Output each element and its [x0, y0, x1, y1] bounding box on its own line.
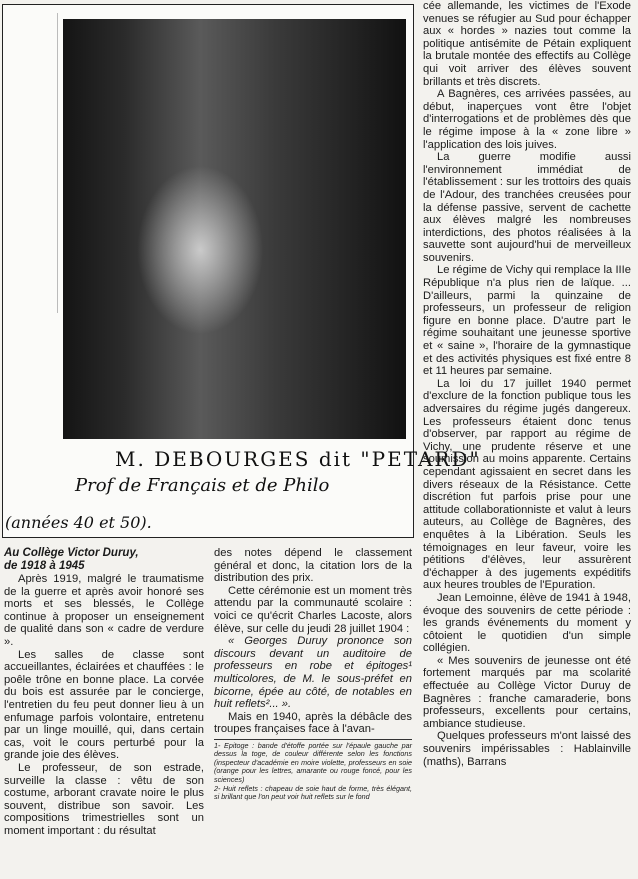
photo-caption-name: M. DEBOURGES dit "PETARD": [115, 447, 481, 471]
article-heading-line1: Au Collège Victor Duruy,: [4, 547, 139, 559]
photo-frame: [2, 4, 481, 538]
photo-caption-years: (années 40 et 50).: [5, 513, 152, 532]
article-paragraph: A Bagnères, ces arrivées passées, au début, inaperçues vont être l'objet d'interrogations et de problèmes dès que le régime impose à la « zone libre » l'application des lois juives.: [423, 88, 631, 151]
footnotes: [214, 739, 412, 802]
footnote: 1- Epitoge : bande d'étoffe portée sur l'épaule gauche par dessus la toge, de couleur différente selon les fonctions (inspecteur d'académie en moire violette, professeurs en soie (orange pour les lettres, amarante ou rouge foncé, pour les sciences): [214, 740, 412, 784]
article-paragraph: Le professeur, de son estrade, surveille la classe : vêtu de son costume, arborant cravate noire le plus souvent, distribue son savoir. Les compositions trimestrielles sont un moment important : du résultat: [4, 761, 204, 837]
photo-margin: [7, 13, 58, 313]
article-paragraph: La guerre modifie aussi l'environnement immédiat de l'établissement : sur les trottoirs des quais de l'Adour, des tranchées creusées pour la défense passive, servent de cachette aux élèves malgré les nombreuses interdictions, des photos réalisées à la sauvette sont aujourd'hui de merveilleux souvenirs.: [423, 151, 631, 264]
article-paragraph: « Mes souvenirs de jeunesse ont été fortement marqués par ma scolarité effectuée au Collège Victor Duruy de Bagnères : franche camaraderie, bons professeurs, excellents pour certains, ambiance studieuse.: [423, 654, 631, 730]
article-paragraph: Le régime de Vichy qui remplace la IIIe République n'a plus rien de laïque. ... D'ailleurs, parmi la quinzaine de professeurs, un professeur de religion figure en bonne place. D'autre part le régime souhaitant une jeunesse sportive et « saine », l'horaire de la gymnastique et des activités physiques est fixé entre 8 et 11 heures par semaine.: [423, 264, 631, 378]
article-paragraph: Les salles de classe sont accueillantes, éclairées et chauffées : le poêle trône en bonne place. La corvée du bois est assurée par le concierge, l'entretien du feu peut donner lieu à un enfumage parfois volontaire, entretenu par un linge mouillé, qui, dans certain cas, voit le cours perturbé pour la grande joie des élèves.: [4, 648, 204, 762]
article-column-right: [423, 0, 631, 768]
article-paragraph: Mais en 1940, après la débâcle des troupes françaises face à l'avan-: [214, 710, 412, 736]
article-paragraph: Après 1919, malgré le traumatisme de la guerre et après avoir honoré ses morts et ses blessés, le Collège continue à proposer un enseignement de qualité dans son « cadre de verdure ».: [4, 573, 204, 648]
article-paragraph: Cette cérémonie est un moment très attendu par la communauté scolaire : voici ce qu'écrit Charles Lacoste, alors élève, sur celle du jeudi 28 juillet 1904 :: [214, 584, 412, 635]
article-paragraph: Jean Lemoinne, élève de 1941 à 1948, évoque des souvenirs de cette période : les grands événements du moment y côtoient le quotidien d'un simple collégien.: [423, 591, 631, 655]
portrait-photo: [63, 19, 406, 439]
article-heading-line2: de 1918 à 1945: [4, 560, 85, 572]
article-paragraph: cée allemande, les victimes de l'Exode venues se réfugier au Sud pour échapper aux « hordes » nazies tout comme la politique antisémite de Pétain expliquent la brutale montée des effectifs au Collège qui voit arriver des élèves souvent brillants et très discrets.: [423, 0, 631, 88]
article-quote: « Georges Duruy prononce son discours devant un auditoire de professeurs en robe et épitoges¹ multicolores, de M. le sous-préfet en bicorne, épée au côté, de notables en huit reflets²... ».: [214, 635, 412, 711]
article-paragraph: Quelques professeurs m'ont laissé des souvenirs impérissables : Hablainville (maths), Barrans: [423, 730, 631, 768]
article-paragraph: des notes dépend le classement général et donc, la citation lors de la distribution des prix.: [214, 547, 412, 585]
article-column-middle: [214, 547, 412, 803]
footnote: 2- Huit reflets : chapeau de soie haut de forme, très élégant, si brillant que l'on peut voir huit reflets sur le fond: [214, 783, 412, 802]
photo-caption-role: Prof de Français et de Philo: [75, 475, 330, 496]
article-column-left: [4, 547, 204, 837]
article-paragraph: La loi du 17 juillet 1940 permet d'exclure de la fonction publique tous les adversaires du régime jugés dangereux. Les professeurs étaient donc tenus d'observer, par rapport au régime de Vichy, une prudente réserve et une soumission au moins apparente. Certains cependant agissaient en secret dans les divers réseaux de la Résistance. Cette discrétion fut parfois prise pour une attitude collaborationniste et valut à leurs auteurs, au Collège de Bagnères, des enquêtes à la Libération. Seuls les témoignages en leur faveur, voire les pétitions d'élèves, leur assurèrent d'échapper à des jugements expéditifs aux heures troubles de l'Epuration.: [423, 377, 631, 592]
